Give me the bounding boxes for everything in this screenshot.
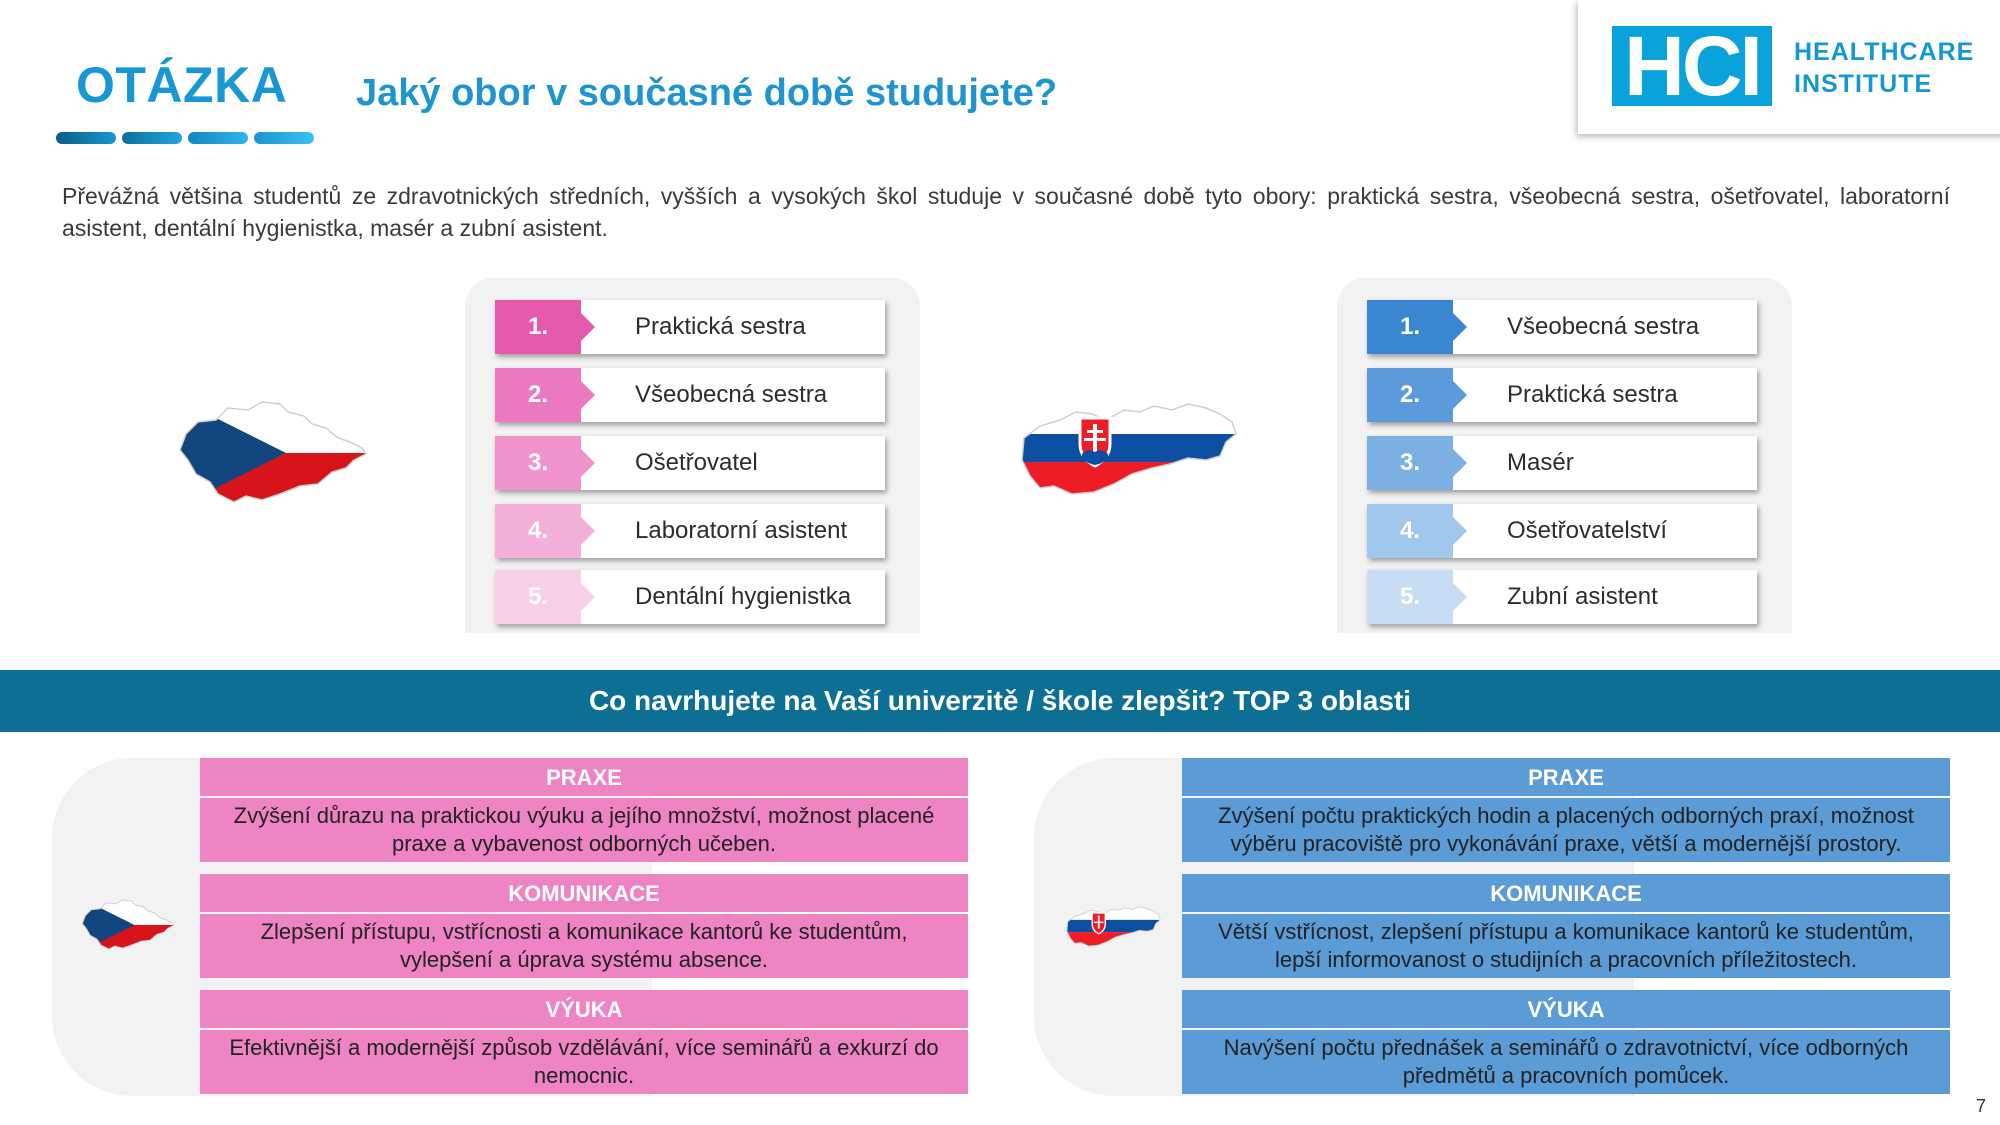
rank-number: 4. [1367, 504, 1453, 558]
rank-label: Praktická sestra [1507, 381, 1678, 408]
category-title: PRAXE [1182, 758, 1950, 796]
slovak-category-praxe [1182, 758, 1950, 862]
slovak-map-flag-icon-small [1066, 904, 1162, 948]
rank-number: 5. [495, 570, 581, 624]
rank-label: Ošetřovatel [635, 449, 758, 476]
rank-label: Všeobecná sestra [1507, 313, 1700, 340]
category-title: PRAXE [200, 758, 968, 796]
category-title: VÝUKA [200, 990, 968, 1028]
slovak-ranking-panel [1337, 278, 1792, 633]
improvements-banner: Co navrhujete na Vaší univerzitě / škole zlepšit? TOP 3 oblasti [0, 670, 2000, 732]
section-label: OTÁZKA [76, 57, 288, 113]
ranking-row [1367, 368, 1757, 422]
logo-mark: HCI [1612, 26, 1772, 106]
rank-number: 2. [1367, 368, 1453, 422]
logo-line-2: INSTITUTE [1794, 70, 1933, 98]
hci-logo [1578, 0, 2000, 134]
czech-ranking-panel [465, 278, 920, 633]
category-text: Zlepšení přístupu, vstřícnosti a komunikace kantorů ke studentům, vylepšení a úprava systému absence. [200, 914, 968, 978]
czech-map-flag-icon [176, 398, 370, 508]
rank-number: 3. [495, 436, 581, 490]
rank-label: Ošetřovatelství [1507, 517, 1668, 544]
rank-label: Zubní asistent [1507, 583, 1658, 610]
rank-number: 1. [495, 300, 581, 354]
rank-number: 2. [495, 368, 581, 422]
intro-text: Převážná většina studentů ze zdravotnických středních, vyšších a vysokých škol studuje v současné době tyto obory: praktická sestra, všeobecná sestra, ošetřovatel, laboratorní asistent, dentální hygienistka, masér a zubní asistent. [62, 183, 1950, 241]
decorative-dash [254, 132, 314, 144]
ranking-row [495, 300, 885, 354]
ranking-row [1367, 570, 1757, 624]
ranking-row [495, 368, 885, 422]
rank-number: 5. [1367, 570, 1453, 624]
logo-line-1: HEALTHCARE [1794, 38, 1975, 66]
question-title: Jaký obor v současné době studujete? [356, 72, 1058, 114]
slovak-category-vyuka [1182, 990, 1950, 1094]
slovak-map-flag-icon [1020, 398, 1240, 498]
category-text: Efektivnější a modernější způsob vzdělávání, více seminářů a exkurzí do nemocnic. [200, 1030, 968, 1094]
decorative-dash [56, 132, 116, 144]
rank-number: 3. [1367, 436, 1453, 490]
czech-category-vyuka [200, 990, 968, 1094]
category-title: VÝUKA [1182, 990, 1950, 1028]
logo-text [1794, 36, 1974, 100]
slovak-category-komunikace [1182, 874, 1950, 978]
ranking-row [1367, 504, 1757, 558]
rank-number: 1. [1367, 300, 1453, 354]
rank-label: Dentální hygienistka [635, 583, 852, 610]
ranking-row [495, 504, 885, 558]
category-text: Zvýšení počtu praktických hodin a placených odborných praxí, možnost výběru pracoviště pro vykonávání praxe, větší a modernější prostory. [1182, 798, 1950, 862]
category-title: KOMUNIKACE [200, 874, 968, 912]
czech-category-komunikace [200, 874, 968, 978]
category-text: Navýšení počtu přednášek a seminářů o zdravotnictví, více odborných předmětů a pracovních pomůcek. [1182, 1030, 1950, 1094]
czech-map-flag-icon-small [80, 898, 176, 952]
decorative-dash [122, 132, 182, 144]
rank-label: Laboratorní asistent [635, 517, 848, 544]
category-text: Větší vstřícnost, zlepšení přístupu a komunikace kantorů ke studentům, lepší informovanost o studijních a pracovních příležitostech. [1182, 914, 1950, 978]
ranking-row [1367, 300, 1757, 354]
category-title: KOMUNIKACE [1182, 874, 1950, 912]
ranking-row [495, 436, 885, 490]
rank-number: 4. [495, 504, 581, 558]
rank-label: Praktická sestra [635, 313, 806, 340]
decorative-dash [188, 132, 248, 144]
category-text: Zvýšení důrazu na praktickou výuku a jejího množství, možnost placené praxe a vybavenost odborných učeben. [200, 798, 968, 862]
rank-label: Masér [1507, 449, 1574, 476]
czech-category-praxe [200, 758, 968, 862]
ranking-row [495, 570, 885, 624]
rank-label: Všeobecná sestra [635, 381, 828, 408]
ranking-row [1367, 436, 1757, 490]
page-number: 7 [1975, 1096, 1986, 1116]
